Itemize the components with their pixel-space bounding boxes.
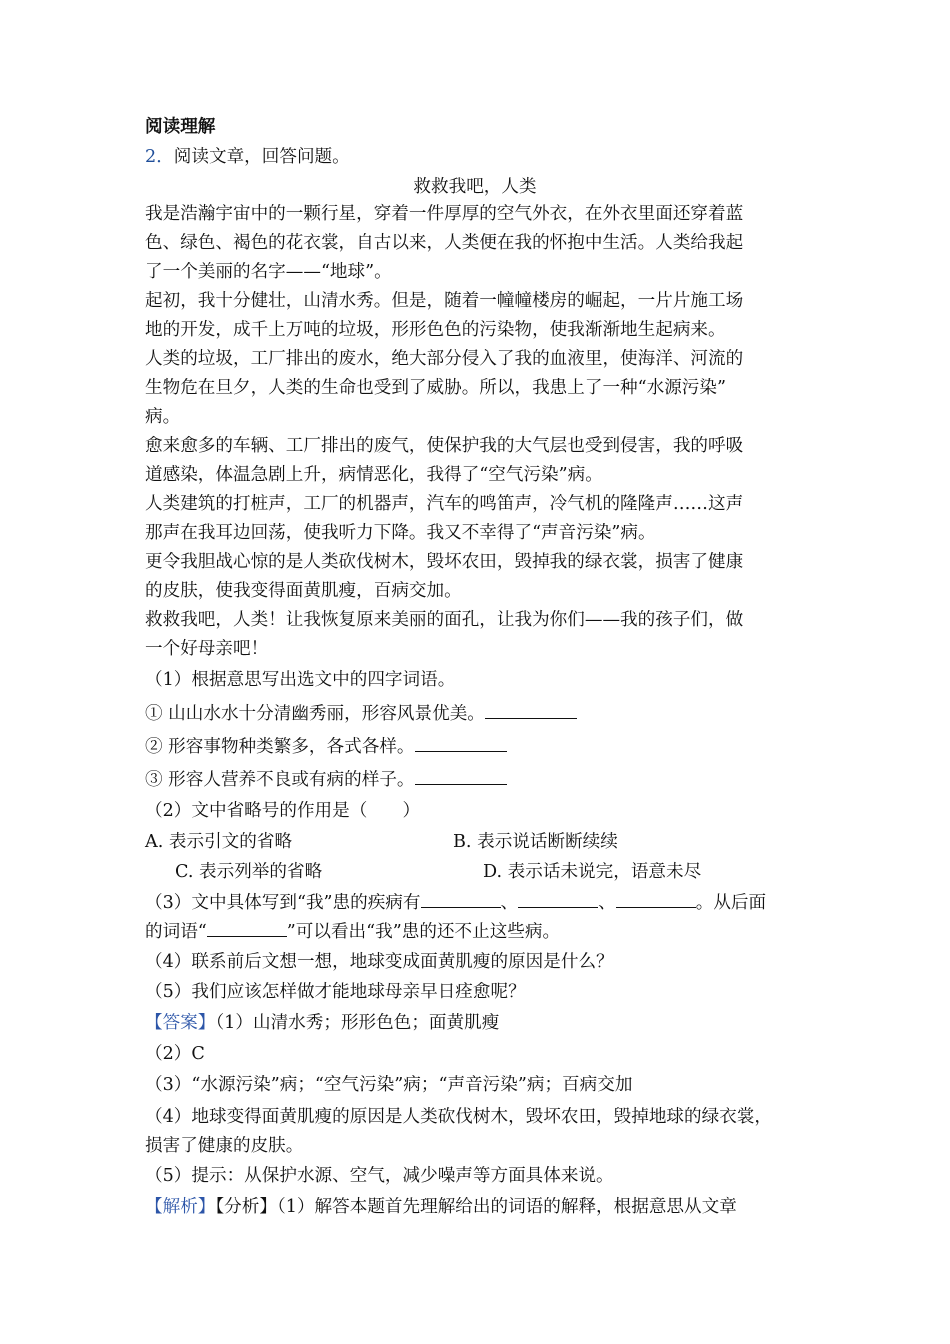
q2-option-b[interactable]: B. 表示说话断断续续 — [453, 832, 618, 852]
article-line: 那声在我耳边回荡，使我听力下降。我又不幸得了“声音污染”病。 — [145, 523, 656, 543]
answer-blank[interactable] — [207, 918, 287, 937]
answer-text: （1）山清水秀；形形色色；面黄肌瘦 — [215, 1013, 500, 1033]
q2-option-a[interactable]: A. 表示引文的省略 — [145, 832, 293, 852]
article-line: 色、绿色、褐色的花衣裳，自古以来，人类便在我的怀抱中生活。人类给我起 — [145, 233, 744, 253]
q1-item-text: ② 形容事物种类繁多，各式各样。 — [145, 737, 415, 757]
q3-line-2 — [145, 918, 815, 945]
article-line: 我是浩瀚宇宙中的一颗行星，穿着一件厚厚的空气外衣，在外衣里面还穿着蓝 — [145, 204, 744, 224]
q3-text: （3）文中具体写到“我”患的疾病有 — [145, 893, 421, 913]
q3-separator: 、 — [598, 893, 616, 913]
question-number: 2． — [145, 147, 174, 167]
answer-blank[interactable] — [616, 889, 696, 908]
answer-blank[interactable] — [485, 700, 577, 719]
q2-stem: （2）文中省略号的作用是（ ） — [145, 801, 421, 821]
answer-tag: 【答案】 — [145, 1013, 216, 1033]
article-line: 人类建筑的打桩声，工厂的机器声，汽车的鸣笛声，冷气机的隆隆声……这声 — [145, 494, 744, 514]
answer-blank[interactable] — [415, 733, 507, 752]
q2-option-c[interactable]: C. 表示列举的省略 — [175, 862, 323, 882]
q3-line-1 — [145, 889, 815, 916]
analysis-line — [145, 1194, 815, 1220]
article-line: 起初，我十分健壮，山清水秀。但是，随着一幢幢楼房的崛起，一片片施工场 — [145, 291, 744, 311]
section-heading: 阅读理解 — [145, 116, 216, 137]
answer-blank[interactable] — [518, 889, 598, 908]
q1-item-1 — [145, 700, 815, 727]
q1-item-2 — [145, 733, 815, 760]
question-prompt — [145, 144, 815, 170]
answer-line-2: （2）C — [145, 1044, 205, 1064]
analysis-text: （1）解答本题首先理解给出的词语的解释，根据意思从文章 — [276, 1197, 737, 1217]
article-line: 了一个美丽的名字——“地球”。 — [145, 262, 392, 282]
q3-text: 的词语“ — [145, 922, 207, 942]
q3-text: ”可以看出“我”患的还不止这些病。 — [286, 922, 561, 942]
q1-item-text: ① 山山水水十分清幽秀丽，形容风景优美。 — [145, 704, 485, 724]
article-title: 救救我吧，人类 — [413, 177, 537, 197]
article-line: 救救我吧，人类！让我恢复原来美丽的面孔，让我为你们——我的孩子们，做 — [145, 610, 744, 630]
question-prompt-text: 阅读文章，回答问题。 — [173, 147, 350, 167]
article-line: 道感染，体温急剧上升，病情恶化，我得了“空气污染”病。 — [145, 465, 603, 485]
article-line: 地的开发，成千上万吨的垃圾，形形色色的污染物，使我渐渐地生起病来。 — [145, 320, 726, 340]
q2-option-d[interactable]: D. 表示话未说完，语意未尽 — [483, 862, 702, 882]
answer-line-3: （3）“水源污染”病；“空气污染”病；“声音污染”病；百病交加 — [145, 1075, 633, 1095]
q1-item-3 — [145, 766, 815, 793]
answer-line-4b: 损害了健康的皮肤。 — [145, 1136, 304, 1156]
q4-stem: （4）联系前后文想一想，地球变成面黄肌瘦的原因是什么？ — [145, 952, 614, 972]
article-line: 一个好母亲吧！ — [145, 639, 269, 659]
q1-stem: （1）根据意思写出选文中的四字词语。 — [145, 670, 456, 690]
article-line: 的皮肤，使我变得面黄肌瘦，百病交加。 — [145, 581, 462, 601]
answer-blank[interactable] — [421, 889, 501, 908]
analysis-tag: 【解析】 — [145, 1197, 216, 1217]
article-line: 生物危在旦夕，人类的生命也受到了威胁。所以，我患上了一种“水源污染” — [145, 378, 726, 398]
analysis-sub-tag: 【分析】 — [215, 1197, 277, 1217]
q5-stem: （5）我们应该怎样做才能地球母亲早日痊愈呢？ — [145, 982, 526, 1002]
article-line: 愈来愈多的车辆、工厂排出的废气，使保护我的大气层也受到侵害，我的呼吸 — [145, 436, 744, 456]
article-line: 人类的垃圾，工厂排出的废水，绝大部分侵入了我的血液里，使海洋、河流的 — [145, 349, 744, 369]
q3-text: 。从后面 — [695, 893, 767, 913]
answer-line-4a: （4）地球变得面黄肌瘦的原因是人类砍伐树木，毁坏农田，毁掉地球的绿衣裳， — [145, 1107, 772, 1127]
q1-item-text: ③ 形容人营养不良或有病的样子。 — [145, 770, 415, 790]
answer-blank[interactable] — [415, 766, 507, 785]
answer-line-5: （5）提示：从保护水源、空气，减少噪声等方面具体来说。 — [145, 1166, 614, 1186]
answer-line-1 — [145, 1010, 815, 1036]
article-line: 更令我胆战心惊的是人类砍伐树木，毁坏农田，毁掉我的绿衣裳，损害了健康 — [145, 552, 744, 572]
article-line: 病。 — [145, 407, 181, 427]
q3-separator: 、 — [500, 893, 519, 913]
